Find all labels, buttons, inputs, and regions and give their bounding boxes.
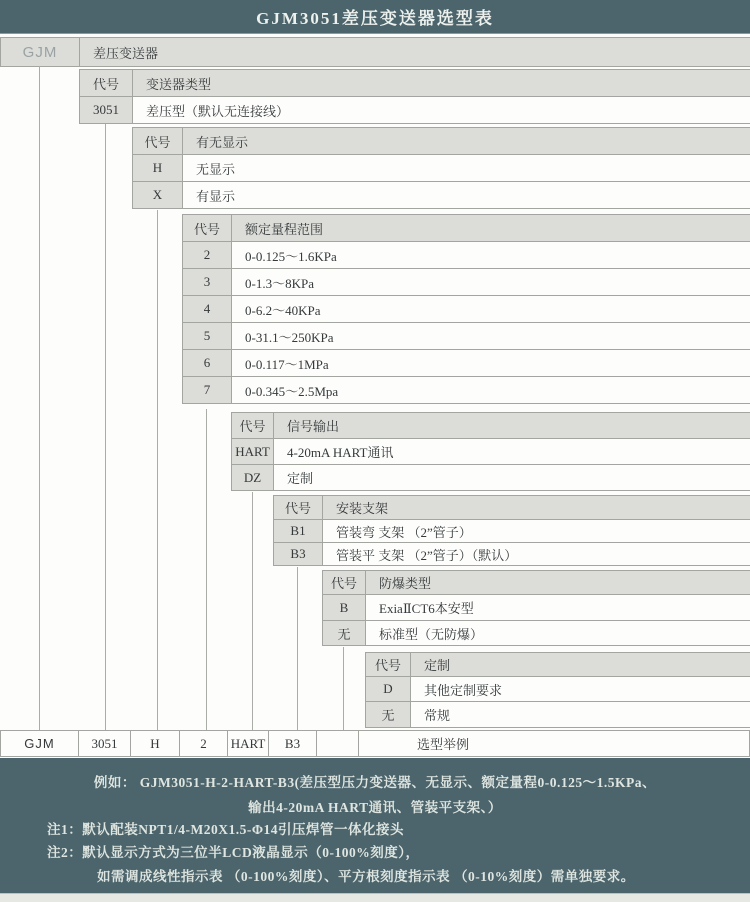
footer-example-line-2: 输出4-20mA HART通讯、管装平支架、） (248, 800, 502, 815)
table-row (182, 295, 750, 323)
table-row (365, 701, 750, 728)
footer-note-1: 注1：默认配装NPT1/4-M20X1.5-Φ14引压焊管一体化接头 (47, 822, 405, 837)
example-row (0, 730, 750, 757)
desc-cell: 定制 (411, 653, 750, 676)
level-product (0, 37, 750, 67)
desc-cell: ExiaⅡCT6本安型 (366, 595, 750, 620)
example-cell: B3 (268, 730, 317, 757)
desc-cell: 信号输出 (274, 413, 750, 438)
table-row (0, 37, 750, 67)
example-cell: 3051 (78, 730, 131, 757)
code-cell: 7 (183, 377, 232, 403)
level-signal (231, 412, 750, 491)
desc-cell: 0-0.345～2.5Mpa (232, 377, 750, 403)
table-row (365, 676, 750, 702)
level-custom (365, 652, 750, 728)
code-cell: 3051 (80, 97, 133, 123)
code-cell: 代号 (183, 215, 232, 241)
desc-cell: 额定量程范围 (232, 215, 750, 241)
table-row (273, 495, 750, 520)
code-cell: 代号 (366, 653, 411, 676)
desc-cell: 安装支架 (323, 496, 750, 519)
desc-cell: 0-31.1～250KPa (232, 323, 750, 349)
connector-line (206, 409, 207, 730)
table-row (273, 519, 750, 543)
table-row (322, 570, 750, 595)
connector-line (39, 66, 40, 730)
desc-cell: 其他定制要求 (411, 677, 750, 701)
code-cell: 6 (183, 350, 232, 376)
connector-line (157, 210, 158, 730)
table-row (182, 268, 750, 296)
code-cell: D (366, 677, 411, 701)
code-cell: 4 (183, 296, 232, 322)
connector-line (297, 567, 298, 730)
footer-note-3: 如需调成线性指示表 （0-100%刻度）、平方根刻度指示表 （0-10%刻度）需单独要求。 (97, 869, 635, 884)
desc-cell: 差压变送器 (80, 38, 750, 66)
code-cell: 代号 (232, 413, 274, 438)
desc-cell: 差压型（默认无连接线） (133, 97, 750, 123)
table-row (231, 412, 750, 439)
table-row (79, 96, 750, 124)
code-cell: 2 (183, 242, 232, 268)
desc-cell: 变送器类型 (133, 70, 750, 96)
code-cell: GJM (1, 38, 80, 66)
code-cell: B1 (274, 520, 323, 542)
desc-cell: 管装平 支架 （2”管子）（默认） (323, 543, 750, 565)
code-cell: 代号 (274, 496, 323, 519)
connector-line (252, 492, 253, 730)
table-row (132, 181, 750, 209)
desc-cell: 0-0.125～1.6KPa (232, 242, 750, 268)
table-row (132, 154, 750, 182)
code-cell: 无 (323, 621, 366, 645)
desc-cell: 无显示 (183, 155, 750, 181)
example-cell: HART (227, 730, 269, 757)
desc-cell: 常规 (411, 702, 750, 727)
table-row (322, 620, 750, 646)
example-label: 选型举例 (358, 730, 750, 757)
example-cell: 2 (179, 730, 228, 757)
table-row (182, 349, 750, 377)
level-range (182, 214, 750, 404)
code-cell: 5 (183, 323, 232, 349)
code-cell: H (133, 155, 183, 181)
desc-cell: 有无显示 (183, 128, 750, 154)
code-cell: 无 (366, 702, 411, 727)
footer-example-line-1: 例如： GJM3051-H-2-HART-B3(差压型压力变送器、无显示、额定量程0-0.125～1.5KPa、 (93, 775, 657, 790)
desc-cell: 有显示 (183, 182, 750, 208)
desc-cell: 管装弯 支架 （2”管子） (323, 520, 750, 542)
code-cell: X (133, 182, 183, 208)
level-display (132, 127, 750, 209)
table-row (182, 214, 750, 242)
page-title: GJM3051差压变送器选型表 (256, 9, 494, 28)
desc-cell: 标准型（无防爆） (366, 621, 750, 645)
connector-line (105, 124, 106, 730)
bottom-strip (0, 893, 750, 902)
code-cell: 代号 (323, 571, 366, 594)
footer-note-2: 注2：默认显示方式为三位半LCD液晶显示（0-100%刻度）， (47, 845, 420, 860)
example-cell (316, 730, 359, 757)
desc-cell: 0-0.117～1MPa (232, 350, 750, 376)
desc-cell: 4-20mA HART通讯 (274, 439, 750, 464)
footer-notes (0, 758, 750, 893)
level-bracket (273, 495, 750, 566)
example-cell: H (130, 730, 180, 757)
title-bar (0, 0, 750, 34)
example-cell: GJM (0, 730, 79, 757)
table-row (79, 69, 750, 97)
desc-cell: 0-6.2～40KPa (232, 296, 750, 322)
code-cell: B (323, 595, 366, 620)
table-row (365, 652, 750, 677)
code-cell: B3 (274, 543, 323, 565)
code-cell: DZ (232, 465, 274, 490)
desc-cell: 定制 (274, 465, 750, 490)
desc-cell: 0-1.3～8KPa (232, 269, 750, 295)
code-cell: HART (232, 439, 274, 464)
connector-line (343, 647, 344, 730)
code-cell: 代号 (80, 70, 133, 96)
table-row (182, 322, 750, 350)
level-type (79, 69, 750, 124)
table-row (231, 438, 750, 465)
code-cell: 代号 (133, 128, 183, 154)
table-row (182, 241, 750, 269)
table-row (231, 464, 750, 491)
code-cell: 3 (183, 269, 232, 295)
table-row (132, 127, 750, 155)
table-row (322, 594, 750, 621)
desc-cell: 防爆类型 (366, 571, 750, 594)
table-row (182, 376, 750, 404)
level-explosion-proof (322, 570, 750, 646)
table-row (273, 542, 750, 566)
